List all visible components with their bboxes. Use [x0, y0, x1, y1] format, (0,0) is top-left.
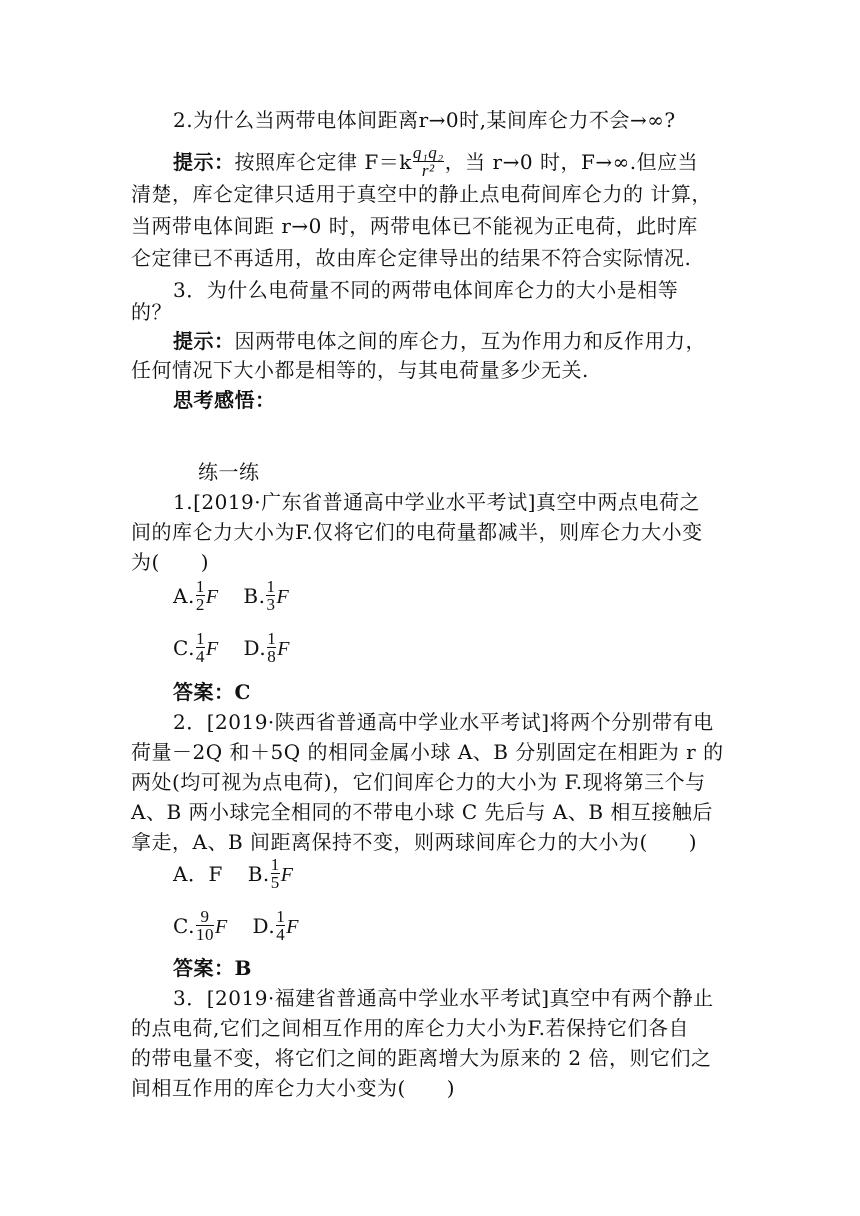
coulomb-fraction	[413, 144, 444, 179]
practice-3-line-4: 间相互作用的库仑力大小变为( )	[131, 1076, 456, 1100]
question-3-text-line-2: 的？	[131, 300, 172, 324]
option-a: A. $\frac{1}{2}$ F	[173, 577, 219, 614]
question-2-hint-line-4: 仑定律已不再适用，故由库仑定律导出的结果不符合实际情况.	[131, 246, 692, 270]
option-b: B. $\frac{1}{3}$ F	[243, 577, 290, 614]
option-a: A．F	[173, 862, 223, 886]
hint-label: 提示：	[173, 150, 235, 174]
question-3-text-line-1: 3．为什么电荷量不同的两带电体间库仑力的大小是相等	[173, 278, 679, 302]
fraction-numerator: q₁q₂	[412, 143, 444, 162]
practice-2-options-ab	[173, 855, 773, 893]
hint-text-a: 按照库仑定律 F＝k	[234, 150, 412, 174]
option-c: C. $\frac{1}{4}$ F	[173, 629, 219, 666]
question-3-hint-line-1	[173, 327, 773, 355]
option-b: B. $\frac{1}{5}$ F	[247, 855, 294, 892]
hint-text-b: ，当 r→0 时，F→∞.但应当	[444, 150, 699, 174]
hint-text: 因两带电体之间的库仑力，互为作用力和反作用力，	[234, 329, 706, 353]
practice-1-line-2: 间的库仑力大小为F.仅将它们的电荷量都减半，则库仑力大小变	[131, 520, 703, 544]
practice-2-options-cd	[173, 907, 773, 945]
option-c: C. $\frac{9}{10}$ F	[173, 907, 228, 944]
practice-title: 练一练	[198, 460, 260, 484]
practice-1-answer: 答案：C	[173, 680, 251, 704]
practice-3-line-1: 3．[2019·福建省普通高中学业水平考试]真空中有两个静止	[173, 986, 714, 1010]
option-d: D. $\frac{1}{4}$ F	[252, 907, 299, 944]
practice-3-line-2: 的点电荷,它们之间相互作用的库仑力大小为F.若保持它们各自	[131, 1016, 689, 1040]
question-2-hint-line-2: 清楚，库仑定律只适用于真空中的静止点电荷间库仑力的 计算，	[131, 182, 712, 206]
question-3-hint-line-2: 任何情况下大小都是相等的，与其电荷量多少无关.	[131, 358, 589, 382]
question-2-text: 2.为什么当两带电体间距离r→0时,某间库仑力不会→∞?	[173, 108, 676, 132]
practice-1-options-cd	[173, 629, 773, 667]
fraction-denominator: r²	[413, 161, 444, 179]
practice-1-line-1: 1.[2019·广东省普通高中学业水平考试]真空中两点电荷之	[173, 490, 700, 514]
option-d: D. $\frac{1}{8}$ F	[243, 629, 290, 666]
practice-1-options-ab	[173, 577, 773, 615]
practice-2-line-5: 拿走，A、B 间距离保持不变，则两球间库仑力的大小为( )	[131, 830, 698, 854]
practice-3-line-3: 的带电量不变，将它们之间的距离增大为原来的 2 倍，则它们之	[131, 1046, 712, 1070]
practice-2-line-2: 荷量－2Q 和＋5Q 的相同金属小球 A、B 分别固定在相距为 r 的	[131, 740, 724, 764]
reflection-label: 思考感悟：	[173, 388, 276, 412]
hint-label: 提示：	[173, 329, 235, 353]
question-2-hint-line-1	[173, 143, 773, 181]
practice-2-line-4: A、B 两小球完全相同的不带电小球 C 先后与 A、B 相互接触后	[131, 800, 713, 824]
practice-2-line-3: 两处(均可视为点电荷)，它们间库仑力的大小为 F.现将第三个与	[131, 770, 706, 794]
practice-1-line-3: 为( )	[131, 550, 210, 574]
question-2-hint-line-3: 当两带电体间距 r→0 时，两带电体已不能视为正电荷，此时库	[131, 214, 698, 238]
practice-2-line-1: 2．[2019·陕西省普通高中学业水平考试]将两个分别带有电	[173, 710, 714, 734]
practice-2-answer: 答案：B	[173, 956, 252, 980]
